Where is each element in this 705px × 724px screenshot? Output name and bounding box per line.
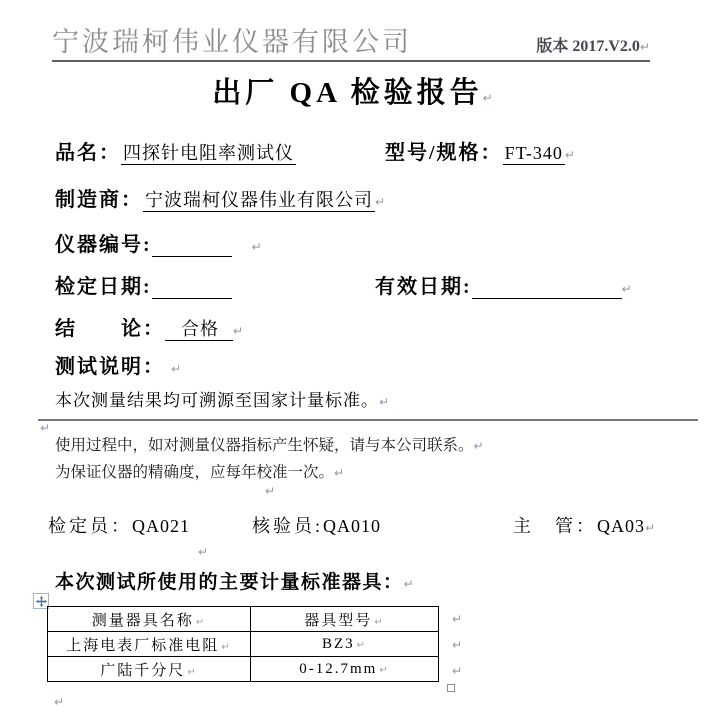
verify-date-blank-field xyxy=(152,278,232,299)
cell-end-mark-icon: ↵ xyxy=(379,664,390,676)
paragraph-mark-icon: ↵ xyxy=(645,521,656,535)
supervisor-label: 主 管： xyxy=(513,516,597,536)
instrument-name: 广陆千分尺 xyxy=(100,662,186,679)
table-resize-handle[interactable] xyxy=(447,684,455,692)
remark-2-text: 为保证仪器的精确度，应每年校准一次。 xyxy=(55,463,335,481)
manufacturer-row xyxy=(55,183,385,212)
row-end-mark-icon: ↵ xyxy=(452,612,463,626)
valid-date-blank-field xyxy=(472,278,622,299)
conclusion-label: 结 论： xyxy=(55,318,165,340)
paragraph-mark-icon: ↵ xyxy=(375,195,386,209)
table-cell xyxy=(48,657,251,682)
cell-end-mark-icon: ↵ xyxy=(195,616,207,628)
section-divider xyxy=(38,419,698,421)
product-label: 品名： xyxy=(55,142,121,164)
checker-value: QA010 xyxy=(323,516,382,536)
table-header-cell xyxy=(48,607,251,632)
cell-end-mark-icon: ↵ xyxy=(221,641,232,653)
cell-end-mark-icon: ↵ xyxy=(374,616,385,628)
serial-number-row xyxy=(55,228,262,257)
cell-end-mark-icon: ↵ xyxy=(187,666,198,678)
paragraph-mark-icon: ↵ xyxy=(639,39,650,54)
company-name: 宁波瑞柯伟业仪器有限公司 xyxy=(52,27,412,57)
checker-signature xyxy=(252,512,381,538)
column-header-name: 测量器具名称 xyxy=(91,612,194,629)
standards-table xyxy=(47,606,439,682)
inspector-label: 检定员： xyxy=(48,516,132,536)
column-header-model: 器具型号 xyxy=(304,612,373,629)
manufacturer-label: 制造商： xyxy=(55,189,143,211)
table-cell xyxy=(251,632,439,657)
row-end-mark-icon: ↵ xyxy=(452,638,463,652)
instrument-name: 上海电表厂标准电阻 xyxy=(66,637,220,654)
table-heading-text: 本次测试所使用的主要计量标准器具： xyxy=(55,572,404,593)
report-title-text: 出厂 QA 检验报告 xyxy=(212,77,483,109)
model-value: FT-340 xyxy=(504,143,563,163)
paragraph-mark-icon: ↵ xyxy=(403,577,414,591)
paragraph-mark-icon: ↵ xyxy=(40,421,51,435)
table-header-cell xyxy=(251,607,439,632)
table-row xyxy=(48,657,439,682)
paragraph-mark-icon: ↵ xyxy=(379,395,390,409)
remark-1-text: 使用过程中，如对测量仪器指标产生怀疑，请与本公司联系。 xyxy=(55,436,474,454)
remark-line-1 xyxy=(55,433,484,455)
version-text: 版本 2017.V2.0 xyxy=(536,37,640,55)
notes-body-row xyxy=(55,386,389,411)
checker-label: 核验员: xyxy=(252,516,324,536)
table-cell xyxy=(251,657,439,682)
remark-line-2 xyxy=(55,460,344,482)
conclusion-row xyxy=(55,312,243,341)
paragraph-mark-icon: ↵ xyxy=(265,484,276,498)
table-header-row xyxy=(48,607,439,632)
paragraph-mark-icon: ↵ xyxy=(171,362,182,376)
serial-blank-field xyxy=(152,236,232,257)
paragraph-mark-icon: ↵ xyxy=(251,240,262,254)
version-label xyxy=(536,37,650,56)
paragraph-mark-icon: ↵ xyxy=(334,466,345,480)
product-row xyxy=(55,136,575,165)
verify-date-label: 检定日期: xyxy=(55,276,152,298)
page-header xyxy=(52,14,650,62)
instrument-model: BZ3 xyxy=(321,635,355,652)
cell-end-mark-icon: ↵ xyxy=(356,639,368,651)
serial-label: 仪器编号: xyxy=(55,234,152,256)
report-title xyxy=(0,70,705,111)
inspector-value: QA021 xyxy=(132,516,190,536)
notes-body-text: 本次测量结果均可溯源至国家计量标准。 xyxy=(55,391,379,410)
signatures-row xyxy=(0,512,705,538)
table-cell xyxy=(48,632,251,657)
paragraph-mark-icon: ↵ xyxy=(621,282,632,296)
supervisor-value: QA03 xyxy=(597,516,645,536)
valid-date-label: 有效日期: xyxy=(375,276,472,298)
move-arrows-icon xyxy=(36,596,47,607)
product-value: 四探针电阻率测试仪 xyxy=(123,143,294,163)
model-label: 型号/规格： xyxy=(385,142,503,164)
manufacturer-value: 宁波瑞柯仪器伟业有限公司 xyxy=(145,190,373,210)
supervisor-signature xyxy=(513,512,655,538)
conclusion-value: 合格 xyxy=(165,319,233,341)
table-section-heading xyxy=(55,567,414,594)
table-row xyxy=(48,632,439,657)
row-end-mark-icon: ↵ xyxy=(452,664,463,678)
notes-label-row xyxy=(55,350,181,379)
notes-label: 测试说明： xyxy=(55,356,165,378)
dates-row xyxy=(55,270,655,299)
paragraph-mark-icon: ↵ xyxy=(54,695,65,709)
paragraph-mark-icon: ↵ xyxy=(198,545,209,559)
paragraph-mark-icon: ↵ xyxy=(564,148,575,162)
instrument-model: 0-12.7mm xyxy=(299,660,378,677)
paragraph-mark-icon: ↵ xyxy=(482,91,493,105)
paragraph-mark-icon: ↵ xyxy=(473,439,484,453)
paragraph-mark-icon: ↵ xyxy=(233,324,244,338)
inspector-signature xyxy=(48,512,190,538)
